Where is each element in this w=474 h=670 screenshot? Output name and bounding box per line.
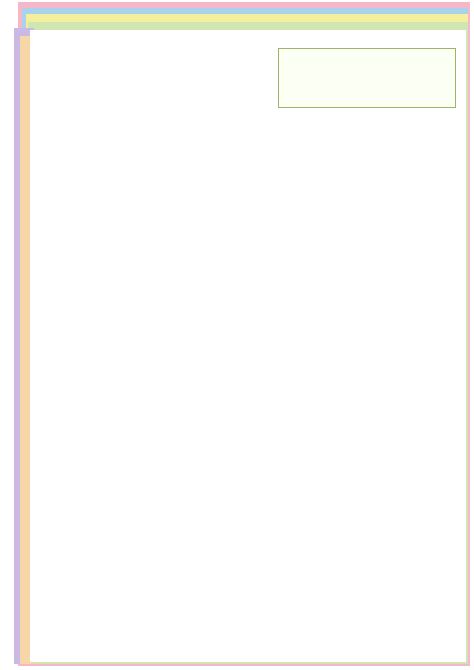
worksheet-paper <box>30 30 466 662</box>
instruction-box <box>278 48 456 108</box>
